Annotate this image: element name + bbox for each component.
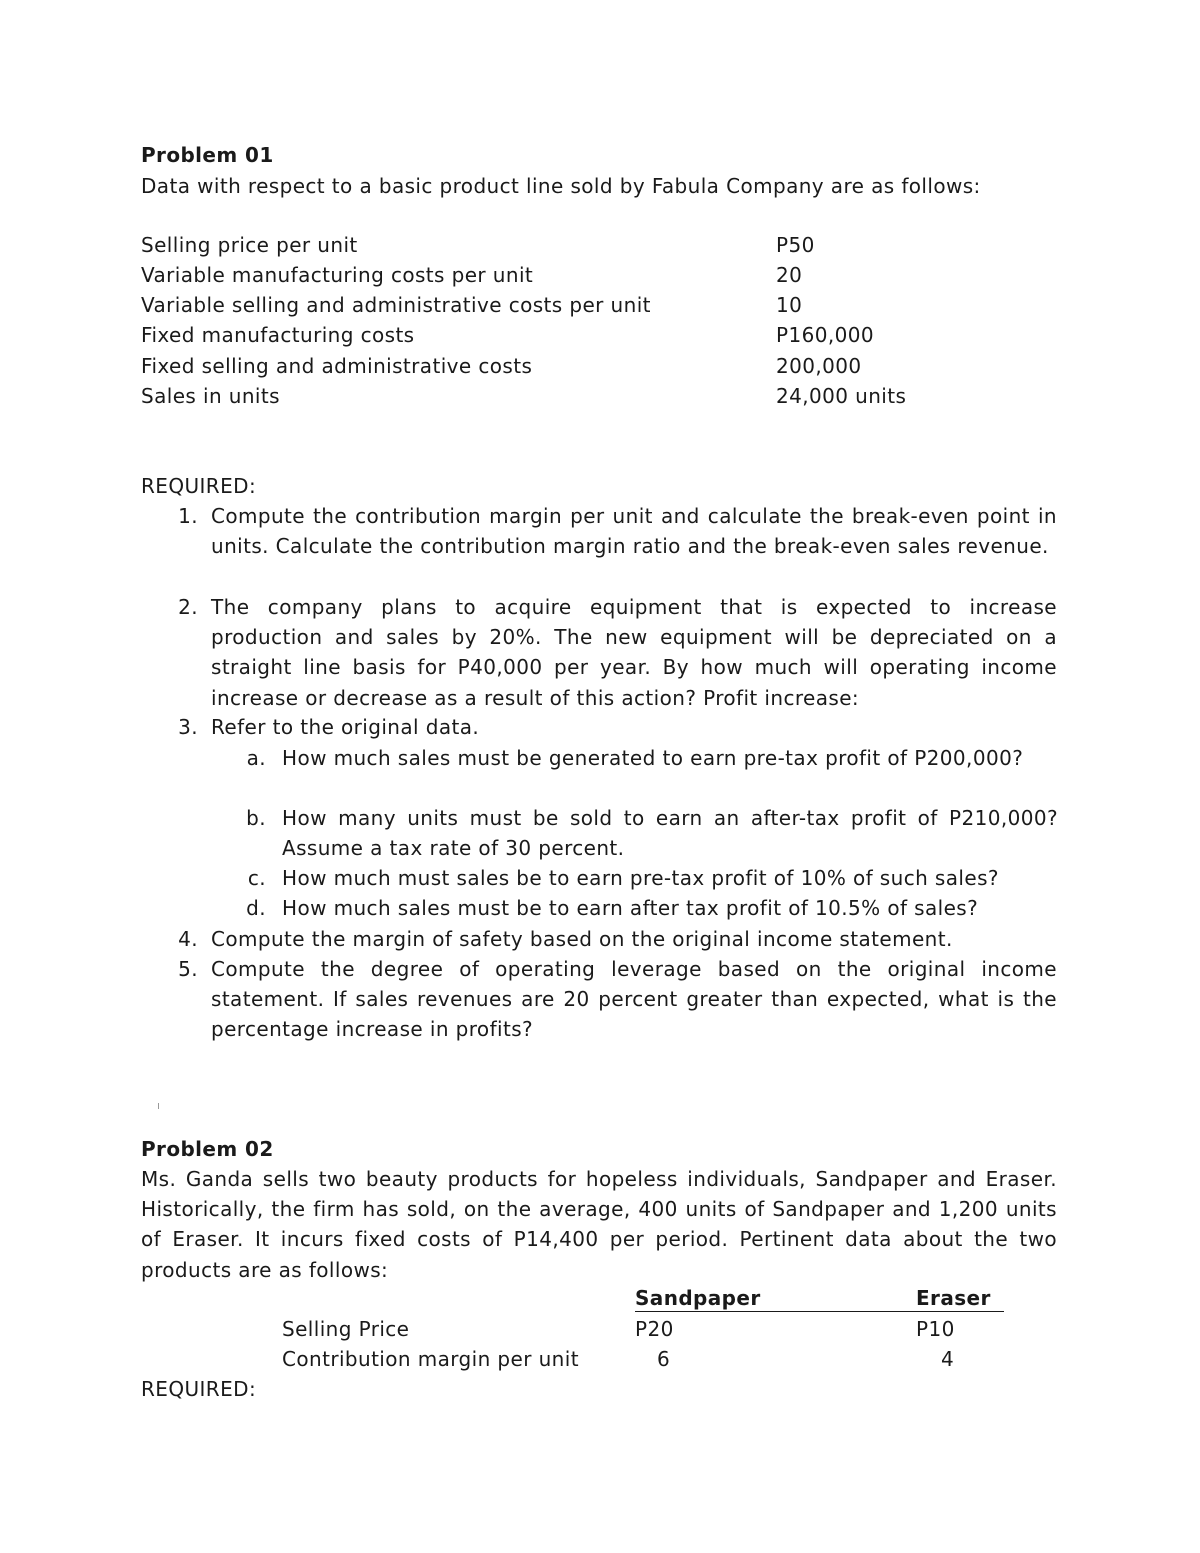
required-item-3: Refer to the original data. — [211, 715, 480, 739]
data-row-label: Selling price per unit — [141, 233, 358, 257]
problem1-intro: Data with respect to a basic product line sold by Fabula Company are as follows: — [141, 174, 981, 198]
eraser-value: 4 — [941, 1347, 955, 1371]
item-number: 5. — [178, 957, 198, 981]
header-underline-gap — [772, 1285, 916, 1312]
data-row-value: 24,000 units — [776, 384, 907, 408]
required-item-1: Compute the contribution margin per unit and calculate the break-even point in units. Calculate the contribution margin ratio and the break-even sales revenue. — [211, 504, 1057, 559]
item-number: 2. — [178, 595, 198, 619]
item-number: 1. — [178, 504, 198, 528]
sandpaper-value: 6 — [657, 1347, 671, 1371]
subitem-letter: c. — [247, 866, 266, 890]
subitem-c: How much must sales be to earn pre-tax profit of 10% of such sales? — [282, 866, 999, 890]
problem2-required: REQUIRED: — [141, 1377, 257, 1401]
problem2-intro: Ms. Ganda sells two beauty products for hopeless individuals, Sandpaper and Eraser. Historically, the firm has sold, on the average, 400 units of Sandpaper and 1,200 units of Eraser. It incurs fixed costs of P14,400 per period. Pertinent data about the two products are as follows: — [141, 1167, 1057, 1282]
problem2-title: Problem 02 — [141, 1137, 274, 1161]
stray-mark — [158, 1103, 159, 1109]
eraser-value: P10 — [916, 1317, 955, 1341]
item-number: 4. — [178, 927, 198, 951]
data-row-value: 20 — [776, 263, 803, 287]
required-item-2: The company plans to acquire equipment that is expected to increase production and sales by 20%. The new equipment will be depreciated on a straight line basis for P40,000 per year. By how much will operating income increase or decrease as a result of this action? Profit increase: — [211, 595, 1057, 710]
subitem-letter: b. — [246, 806, 266, 830]
subitem-a: How much sales must be generated to earn pre-tax profit of P200,000? — [282, 746, 1024, 770]
data-row-label: Sales in units — [141, 384, 280, 408]
data-row-label: Variable manufacturing costs per unit — [141, 263, 534, 287]
data-row-value: 10 — [776, 293, 803, 317]
required-item-4: Compute the margin of safety based on the original income statement. — [211, 927, 953, 951]
data-row-label: Fixed selling and administrative costs — [141, 354, 533, 378]
data-row-label: Variable selling and administrative costs per unit — [141, 293, 651, 317]
data-row-label: Fixed manufacturing costs — [141, 323, 415, 347]
sandpaper-value: P20 — [635, 1317, 674, 1341]
table-row-label: Contribution margin per unit — [282, 1347, 579, 1371]
col-header-sandpaper: Sandpaper — [635, 1285, 772, 1312]
problem1-title: Problem 01 — [141, 143, 274, 167]
data-row-value: P160,000 — [776, 323, 874, 347]
item-number: 3. — [178, 715, 198, 739]
subitem-d: How much sales must be to earn after tax profit of 10.5% of sales? — [282, 896, 979, 920]
table-row-label: Selling Price — [282, 1317, 410, 1341]
data-row-value: P50 — [776, 233, 815, 257]
col-header-eraser: Eraser — [916, 1285, 1004, 1312]
subitem-b: How many units must be sold to earn an after-tax profit of P210,000? Assume a tax rate of 30 percent. — [282, 806, 1058, 861]
problem1-required: REQUIRED: — [141, 474, 257, 498]
required-item-5: Compute the degree of operating leverage based on the original income statement. If sales revenues are 20 percent greater than expected, what is the percentage increase in profits? — [211, 957, 1057, 1042]
subitem-letter: a. — [246, 746, 266, 770]
subitem-letter: d. — [246, 896, 266, 920]
data-row-value: 200,000 — [776, 354, 862, 378]
